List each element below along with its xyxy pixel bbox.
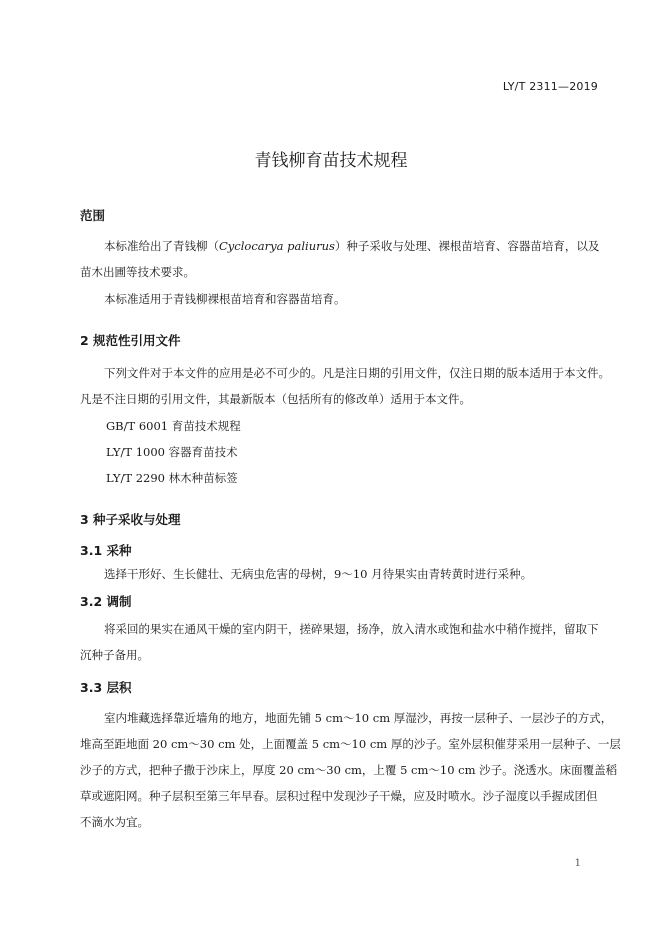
normative-paragraph-line-2: 凡是不注日期的引用文件，其最新版本（包括所有的修改单）适用于本文件。 bbox=[80, 392, 471, 406]
subsection-heading-seed-collection: 3.1 采种 bbox=[80, 543, 132, 558]
seed-preparation-line-1: 将采回的果实在通风干燥的室内阴干，搓碎果翅，扬净，放入清水或饱和盐水中稍作搅拌，留取下 bbox=[104, 622, 599, 636]
document-title: 青钱柳育苗技术规程 bbox=[254, 151, 408, 171]
stratification-line-1: 室内堆藏选择靠近墙角的地方，地面先铺 5 cm～10 cm 厚湿沙，再按一层种子、一层沙子的方式， bbox=[104, 711, 613, 725]
standard-number: LY/T 2311—2019 bbox=[502, 80, 598, 93]
page-number: 1 bbox=[574, 858, 581, 869]
scope-paragraph-1-cont: 苗木出圃等技术要求。 bbox=[80, 265, 195, 279]
reference-item: LY/T 2290 林木种苗标签 bbox=[106, 471, 238, 485]
latin-name: Cyclocarya paliurus bbox=[219, 239, 335, 253]
section-heading-scope: 范围 bbox=[80, 208, 106, 223]
stratification-line-3: 沙子的方式，把种子撒于沙床上，厚度 20 cm～30 cm，上覆 5 cm～10 cm 沙子。浇透水。床面覆盖稻 bbox=[80, 763, 618, 777]
subsection-heading-seed-preparation: 3.2 调制 bbox=[80, 594, 132, 609]
section-heading-normative-references: 2 规范性引用文件 bbox=[80, 333, 181, 348]
reference-item: LY/T 1000 容器育苗技术 bbox=[106, 445, 238, 459]
seed-preparation-line-2: 沉种子备用。 bbox=[80, 648, 149, 662]
section-heading-seed-processing: 3 种子采收与处理 bbox=[80, 512, 181, 527]
stratification-line-5: 不滴水为宜。 bbox=[80, 815, 149, 829]
scope-text-b: ）种子采收与处理、裸根苗培育、容器苗培育，以及 bbox=[334, 239, 600, 253]
stratification-line-2: 堆高至距地面 20 cm～30 cm 处，上面覆盖 5 cm～10 cm 厚的沙子。室外层积催芽采用一层种子、一层 bbox=[80, 737, 621, 751]
normative-paragraph-line-1: 下列文件对于本文件的应用是必不可少的。凡是注日期的引用文件，仅注日期的版本适用于本文件。 bbox=[104, 366, 610, 380]
scope-paragraph-2: 本标准适用于青钱柳裸根苗培育和容器苗培育。 bbox=[104, 292, 346, 306]
scope-paragraph-1 bbox=[104, 238, 599, 254]
subsection-heading-stratification: 3.3 层积 bbox=[80, 680, 132, 695]
scope-text-a: 本标准给出了青钱柳（ bbox=[104, 239, 219, 253]
reference-item: GB/T 6001 育苗技术规程 bbox=[106, 419, 241, 433]
seed-collection-text: 选择干形好、生长健壮、无病虫危害的母树，9～10 月待果实由青转黄时进行采种。 bbox=[104, 567, 533, 581]
stratification-line-4: 草或遮阳网。种子层积至第三年早春。层积过程中发现沙子干燥，应及时喷水。沙子湿度以手握成团但 bbox=[80, 789, 598, 803]
